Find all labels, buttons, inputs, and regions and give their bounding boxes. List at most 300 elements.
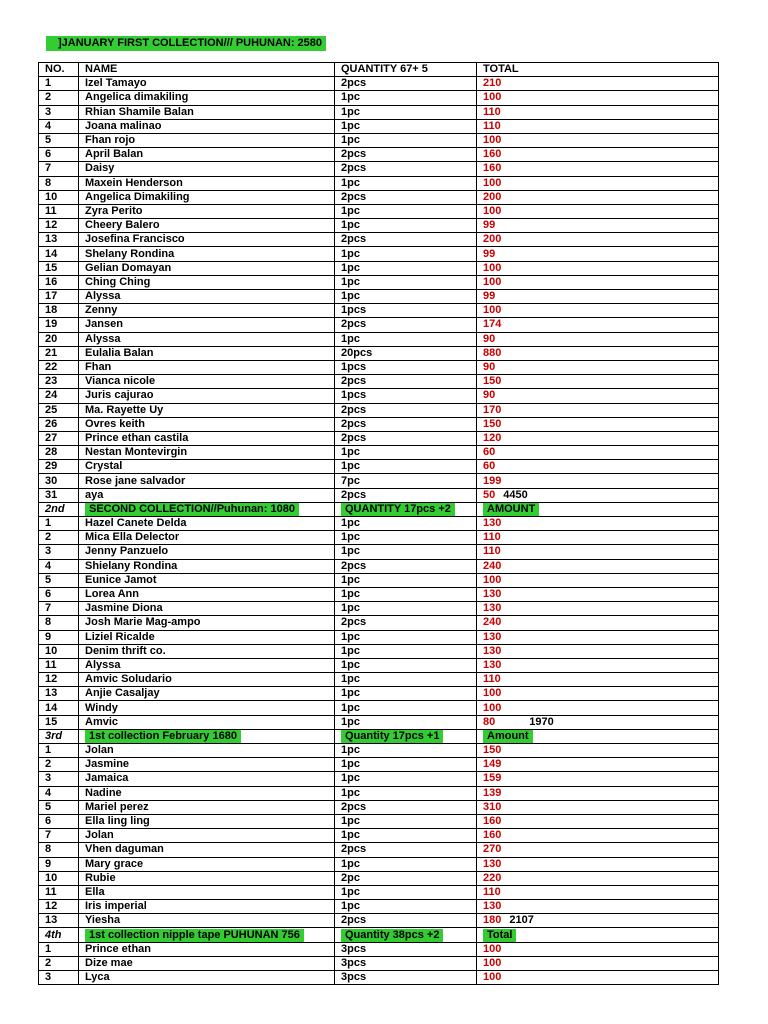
row-total xyxy=(477,77,719,91)
row-quantity: 1pcs xyxy=(335,360,477,374)
row-total-value: 50 xyxy=(483,488,496,501)
row-name: Ella xyxy=(79,885,335,899)
section-quantity-highlight: Quantity 17pcs +1 xyxy=(341,730,443,743)
table-row xyxy=(39,701,719,715)
table-row xyxy=(39,914,719,928)
row-name: Juris cajurao xyxy=(79,389,335,403)
row-total-value: 99 xyxy=(483,290,496,303)
row-name: Nadine xyxy=(79,786,335,800)
table-row xyxy=(39,133,719,147)
row-total xyxy=(477,942,719,956)
row-total-value: 100 xyxy=(483,304,502,317)
row-name: Jansen xyxy=(79,318,335,332)
row-total xyxy=(477,673,719,687)
section-amount-label-highlight: Amount xyxy=(483,730,533,743)
row-number: 8 xyxy=(39,616,79,630)
row-total-value: 130 xyxy=(483,630,502,643)
row-quantity: 1pc xyxy=(335,630,477,644)
row-total xyxy=(477,133,719,147)
row-quantity: 3pcs xyxy=(335,971,477,985)
row-total-value: 130 xyxy=(483,588,502,601)
row-name: Eunice Jamot xyxy=(79,573,335,587)
row-total xyxy=(477,758,719,772)
table-row xyxy=(39,715,719,729)
table-row xyxy=(39,871,719,885)
row-quantity: 1pcs xyxy=(335,304,477,318)
table-row xyxy=(39,162,719,176)
table-row xyxy=(39,971,719,985)
row-name: Maxein Henderson xyxy=(79,176,335,190)
row-name: Windy xyxy=(79,701,335,715)
row-total xyxy=(477,587,719,601)
row-total-value: 130 xyxy=(483,517,502,530)
row-total xyxy=(477,105,719,119)
row-total xyxy=(477,956,719,970)
row-number: 14 xyxy=(39,247,79,261)
row-total xyxy=(477,517,719,531)
row-name: Lyca xyxy=(79,971,335,985)
table-row xyxy=(39,517,719,531)
row-quantity: 1pc xyxy=(335,91,477,105)
section-header-row xyxy=(39,729,719,743)
row-number: 7 xyxy=(39,829,79,843)
row-total-value: 99 xyxy=(483,219,496,232)
row-total xyxy=(477,715,719,729)
row-total-value: 310 xyxy=(483,800,502,813)
row-number: 11 xyxy=(39,658,79,672)
row-name: Jasmine Diona xyxy=(79,602,335,616)
section-quantity-highlight: QUANTITY 17pcs +2 xyxy=(341,503,455,516)
row-name: Angelica dimakiling xyxy=(79,91,335,105)
row-name: Yiesha xyxy=(79,914,335,928)
row-total xyxy=(477,176,719,190)
row-name: Eulalia Balan xyxy=(79,346,335,360)
row-total xyxy=(477,971,719,985)
table-row xyxy=(39,744,719,758)
row-total-value: 110 xyxy=(483,105,501,118)
row-quantity: 2pc xyxy=(335,871,477,885)
row-total xyxy=(477,602,719,616)
row-name: Ovres keith xyxy=(79,417,335,431)
table-row xyxy=(39,800,719,814)
table-row xyxy=(39,431,719,445)
row-total xyxy=(477,871,719,885)
row-quantity: 2pcs xyxy=(335,431,477,445)
row-quantity: 1pc xyxy=(335,658,477,672)
row-quantity: 1pc xyxy=(335,857,477,871)
row-total xyxy=(477,247,719,261)
row-name: aya xyxy=(79,488,335,502)
row-total-value: 160 xyxy=(483,829,502,842)
header-no: NO. xyxy=(39,63,79,77)
row-number: 24 xyxy=(39,389,79,403)
row-total xyxy=(477,119,719,133)
section-quantity xyxy=(335,729,477,743)
row-total-value: 130 xyxy=(483,602,502,615)
row-total xyxy=(477,219,719,233)
row-total xyxy=(477,800,719,814)
row-quantity: 1pc xyxy=(335,687,477,701)
row-name: Jolan xyxy=(79,829,335,843)
row-number: 22 xyxy=(39,360,79,374)
row-total xyxy=(477,644,719,658)
row-number: 3 xyxy=(39,545,79,559)
row-total-value: 149 xyxy=(483,758,502,771)
row-total xyxy=(477,431,719,445)
row-number: 15 xyxy=(39,261,79,275)
row-quantity: 2pcs xyxy=(335,77,477,91)
row-number: 10 xyxy=(39,871,79,885)
section-amount-label xyxy=(477,729,719,743)
row-total xyxy=(477,814,719,828)
sheet-title: ]JANUARY FIRST COLLECTION/// PUHUNAN: 2580 xyxy=(46,36,326,51)
table-row xyxy=(39,290,719,304)
subtotal-sum: 1970 xyxy=(529,715,554,728)
row-name: Daisy xyxy=(79,162,335,176)
row-total-value: 100 xyxy=(483,701,502,714)
row-quantity: 3pcs xyxy=(335,942,477,956)
row-quantity: 1pc xyxy=(335,531,477,545)
table-row xyxy=(39,190,719,204)
row-total xyxy=(477,233,719,247)
table-row xyxy=(39,616,719,630)
row-total xyxy=(477,616,719,630)
row-number: 3 xyxy=(39,772,79,786)
row-quantity: 2pcs xyxy=(335,403,477,417)
row-name: Jasmine xyxy=(79,758,335,772)
row-name: Dize mae xyxy=(79,956,335,970)
row-total-value: 100 xyxy=(483,956,502,969)
row-total-value: 210 xyxy=(483,77,502,90)
row-number: 25 xyxy=(39,403,79,417)
row-quantity: 1pc xyxy=(335,460,477,474)
row-number: 6 xyxy=(39,587,79,601)
row-number: 3 xyxy=(39,971,79,985)
section-header-row xyxy=(39,928,719,942)
row-quantity: 1pc xyxy=(335,885,477,899)
row-total xyxy=(477,772,719,786)
table-header-row xyxy=(39,63,719,77)
row-number: 31 xyxy=(39,488,79,502)
row-name: Hazel Canete Delda xyxy=(79,517,335,531)
row-number: 5 xyxy=(39,800,79,814)
table-row xyxy=(39,602,719,616)
row-total xyxy=(477,701,719,715)
row-total xyxy=(477,162,719,176)
header-name: NAME xyxy=(79,63,335,77)
row-quantity: 2pcs xyxy=(335,559,477,573)
row-total-value: 90 xyxy=(483,361,496,374)
row-number: 13 xyxy=(39,687,79,701)
row-total xyxy=(477,900,719,914)
row-number: 9 xyxy=(39,857,79,871)
row-total-value: 120 xyxy=(483,431,502,444)
row-name: Mica Ella Delector xyxy=(79,531,335,545)
row-total-value: 99 xyxy=(483,247,496,260)
row-total xyxy=(477,375,719,389)
section-amount-label-highlight: Total xyxy=(483,929,516,942)
row-total xyxy=(477,304,719,318)
row-total-value: 200 xyxy=(483,233,502,246)
row-quantity: 1pc xyxy=(335,290,477,304)
row-total-value: 240 xyxy=(483,616,502,629)
row-name: Jamaica xyxy=(79,772,335,786)
row-name: Rubie xyxy=(79,871,335,885)
row-number: 13 xyxy=(39,914,79,928)
table-row xyxy=(39,843,719,857)
table-row xyxy=(39,247,719,261)
row-name: Rhian Shamile Balan xyxy=(79,105,335,119)
table-row xyxy=(39,176,719,190)
row-total-value: 100 xyxy=(483,573,502,586)
row-quantity: 1pc xyxy=(335,176,477,190)
row-total-value: 130 xyxy=(483,857,502,870)
row-name: Alyssa xyxy=(79,658,335,672)
row-number: 2 xyxy=(39,758,79,772)
row-number: 4 xyxy=(39,119,79,133)
row-total-value: 160 xyxy=(483,148,502,161)
table-row xyxy=(39,346,719,360)
row-quantity: 1pc xyxy=(335,758,477,772)
table-row xyxy=(39,318,719,332)
row-name: Angelica Dimakiling xyxy=(79,190,335,204)
row-quantity: 3pcs xyxy=(335,956,477,970)
row-name: Fhan rojo xyxy=(79,133,335,147)
table-row xyxy=(39,91,719,105)
row-total xyxy=(477,857,719,871)
row-name: Amvic Soludario xyxy=(79,673,335,687)
row-quantity: 2pcs xyxy=(335,375,477,389)
table-row xyxy=(39,446,719,460)
row-quantity: 2pcs xyxy=(335,148,477,162)
row-name: Mariel perez xyxy=(79,800,335,814)
row-total-value: 90 xyxy=(483,389,496,402)
row-total xyxy=(477,488,719,502)
row-quantity: 1pc xyxy=(335,673,477,687)
row-total-value: 100 xyxy=(483,971,502,984)
section-title xyxy=(79,928,335,942)
row-name: Alyssa xyxy=(79,332,335,346)
table-row xyxy=(39,630,719,644)
row-name: Denim thrift co. xyxy=(79,644,335,658)
row-name: Mary grace xyxy=(79,857,335,871)
row-quantity: 1pc xyxy=(335,204,477,218)
table-row xyxy=(39,219,719,233)
row-number: 1 xyxy=(39,517,79,531)
row-quantity: 1pc xyxy=(335,275,477,289)
subtotal-sum: 2107 xyxy=(509,914,534,927)
row-name: Izel Tamayo xyxy=(79,77,335,91)
row-number: 30 xyxy=(39,474,79,488)
row-quantity: 1pc xyxy=(335,644,477,658)
table-row xyxy=(39,403,719,417)
row-number: 1 xyxy=(39,77,79,91)
row-total-value: 150 xyxy=(483,417,502,430)
row-total-value: 170 xyxy=(483,403,502,416)
row-quantity: 1pc xyxy=(335,261,477,275)
row-number: 13 xyxy=(39,233,79,247)
row-total-value: 200 xyxy=(483,190,502,203)
row-number: 1 xyxy=(39,744,79,758)
row-name: Jenny Panzuelo xyxy=(79,545,335,559)
row-total-value: 110 xyxy=(483,531,501,544)
row-total-value: 159 xyxy=(483,772,502,785)
row-number: 9 xyxy=(39,630,79,644)
row-total xyxy=(477,885,719,899)
section-amount-label-highlight: AMOUNT xyxy=(483,503,539,516)
row-name: Alyssa xyxy=(79,290,335,304)
table-row xyxy=(39,488,719,502)
table-row xyxy=(39,360,719,374)
row-quantity: 1pc xyxy=(335,829,477,843)
row-name: Zenny xyxy=(79,304,335,318)
section-amount-label xyxy=(477,928,719,942)
row-total xyxy=(477,545,719,559)
table-row xyxy=(39,559,719,573)
row-total xyxy=(477,786,719,800)
row-number: 1 xyxy=(39,942,79,956)
row-total xyxy=(477,91,719,105)
row-number: 7 xyxy=(39,162,79,176)
row-quantity: 1pc xyxy=(335,133,477,147)
row-total-value: 160 xyxy=(483,815,502,828)
row-total xyxy=(477,559,719,573)
row-total-value: 880 xyxy=(483,346,502,359)
row-total-value: 100 xyxy=(483,261,502,274)
table-row xyxy=(39,786,719,800)
row-quantity: 1pc xyxy=(335,587,477,601)
row-total xyxy=(477,275,719,289)
row-name: Nestan Montevirgin xyxy=(79,446,335,460)
row-total-value: 110 xyxy=(483,119,501,132)
row-number: 12 xyxy=(39,900,79,914)
row-total xyxy=(477,389,719,403)
section-quantity-highlight: Quantity 38pcs +2 xyxy=(341,929,443,942)
row-total-value: 220 xyxy=(483,871,502,884)
table-row xyxy=(39,942,719,956)
table-row xyxy=(39,673,719,687)
row-name: Zyra Perito xyxy=(79,204,335,218)
row-total xyxy=(477,346,719,360)
row-number: 23 xyxy=(39,375,79,389)
table-row xyxy=(39,204,719,218)
row-number: 4 xyxy=(39,786,79,800)
row-name: Vhen daguman xyxy=(79,843,335,857)
table-row xyxy=(39,658,719,672)
row-total-value: 100 xyxy=(483,942,502,955)
row-name: Joana malinao xyxy=(79,119,335,133)
section-title-highlight: 1st collection nipple tape PUHUNAN 756 xyxy=(85,929,304,942)
row-number: 2 xyxy=(39,956,79,970)
header-quantity: QUANTITY 67+ 5 xyxy=(335,63,477,77)
row-number: 19 xyxy=(39,318,79,332)
row-number: 28 xyxy=(39,446,79,460)
row-total-value: 180 xyxy=(483,914,502,927)
table-row xyxy=(39,474,719,488)
row-total xyxy=(477,460,719,474)
row-number: 26 xyxy=(39,417,79,431)
row-total xyxy=(477,148,719,162)
row-number: 29 xyxy=(39,460,79,474)
row-total-value: 100 xyxy=(483,91,502,104)
row-name: Ching Ching xyxy=(79,275,335,289)
collection-table xyxy=(38,62,719,985)
section-number: 3rd xyxy=(39,729,79,743)
row-number: 2 xyxy=(39,91,79,105)
table-row xyxy=(39,417,719,431)
row-name: April Balan xyxy=(79,148,335,162)
header-total: TOTAL xyxy=(477,63,719,77)
row-quantity: 2pcs xyxy=(335,800,477,814)
row-total xyxy=(477,843,719,857)
table-row xyxy=(39,956,719,970)
row-quantity: 2pcs xyxy=(335,488,477,502)
row-quantity: 2pcs xyxy=(335,190,477,204)
row-total-value: 100 xyxy=(483,134,502,147)
row-total xyxy=(477,318,719,332)
row-total xyxy=(477,531,719,545)
row-name: Josh Marie Mag-ampo xyxy=(79,616,335,630)
row-total xyxy=(477,204,719,218)
row-total-value: 110 xyxy=(483,885,501,898)
row-quantity: 1pc xyxy=(335,900,477,914)
row-number: 12 xyxy=(39,219,79,233)
row-total-value: 80 xyxy=(483,715,496,728)
row-total xyxy=(477,290,719,304)
row-number: 4 xyxy=(39,559,79,573)
row-total-value: 160 xyxy=(483,162,502,175)
row-total xyxy=(477,658,719,672)
table-row xyxy=(39,644,719,658)
row-number: 11 xyxy=(39,204,79,218)
row-quantity: 1pc xyxy=(335,545,477,559)
row-total-value: 240 xyxy=(483,559,502,572)
row-total-value: 139 xyxy=(483,786,502,799)
row-quantity: 2pcs xyxy=(335,233,477,247)
row-total xyxy=(477,573,719,587)
row-name: Vianca nicole xyxy=(79,375,335,389)
row-quantity: 1pc xyxy=(335,715,477,729)
table-row xyxy=(39,233,719,247)
row-total xyxy=(477,417,719,431)
table-row xyxy=(39,573,719,587)
row-number: 12 xyxy=(39,673,79,687)
table-row xyxy=(39,332,719,346)
row-number: 11 xyxy=(39,885,79,899)
row-number: 15 xyxy=(39,715,79,729)
row-quantity: 1pc xyxy=(335,744,477,758)
row-number: 3 xyxy=(39,105,79,119)
row-name: Jolan xyxy=(79,744,335,758)
section-number: 4th xyxy=(39,928,79,942)
row-quantity: 1pc xyxy=(335,332,477,346)
row-name: Gelian Domayan xyxy=(79,261,335,275)
row-total xyxy=(477,261,719,275)
row-total xyxy=(477,687,719,701)
row-number: 8 xyxy=(39,843,79,857)
row-total-value: 150 xyxy=(483,375,502,388)
row-total-value: 110 xyxy=(483,545,501,558)
row-number: 6 xyxy=(39,814,79,828)
table-row xyxy=(39,389,719,403)
row-total xyxy=(477,360,719,374)
row-name: Prince ethan xyxy=(79,942,335,956)
table-row xyxy=(39,829,719,843)
row-total xyxy=(477,190,719,204)
row-quantity: 2pcs xyxy=(335,318,477,332)
row-total xyxy=(477,474,719,488)
table-row xyxy=(39,758,719,772)
